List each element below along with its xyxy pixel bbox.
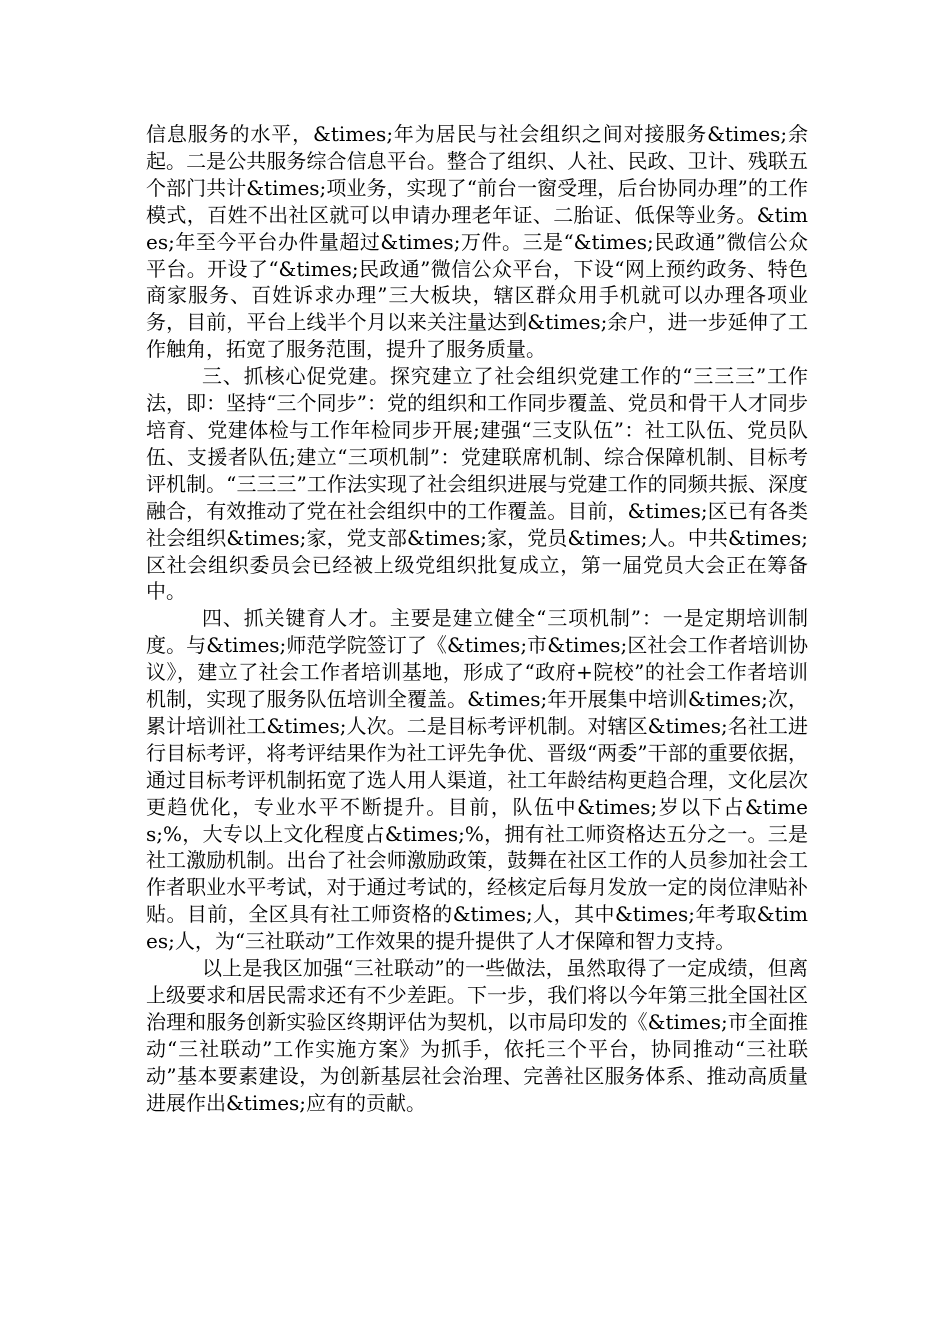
paragraph-talent-cultivation: 四、抓关键育人才。主要是建立健全“三项机制”：一是定期培训制度。与&times;师范学院签订了《&times;市&times;区社会工作者培训协议》，建立了社会工作者培训基地，形成了“政府+院校”的社会工作者培训机制，实现了服务队伍培训全覆盖。&times;年开展集中培训&times;次，累计培训社工&times;人次。二是目标考评机制。对辖区&times;名社工进行目标考评，将考评结果作为社工评先争优、晋级“两委”干部的重要依据，通过目标考评机制拓宽了选人用人渠道，社工年龄结构更趋合理，文化层次更趋优化，专业水平不断提升。目前，队伍中&times;岁以下占&times;%，大专以上文化程度占&times;%，拥有社工师资格达五分之一。三是社工激励机制。出台了社会师激励政策，鼓舞在社区工作的人员参加社会工作者职业水平考试，对于通过考试的，经核定后每月发放一定的岗位津贴补贴。目前，全区具有社工师资格的&times;人，其中&times;年考取&times;人，为“三社联动”工作效果的提升提供了人才保障和智力支持。 bbox=[146, 606, 808, 954]
paragraph-conclusion: 以上是我区加强“三社联动”的一些做法，虽然取得了一定成绩，但离上级要求和居民需求还有不少差距。下一步，我们将以今年第三批全国社区治理和服务创新实验区终期评估为契机，以市局印发的《&times;市全面推动“三社联动”工作实施方案》为抓手，依托三个平台，协同推动“三社联动”基本要素建设，为创新基层社会治理、完善社区服务体系、推动高质量进展作出&times;应有的贡献。 bbox=[146, 956, 808, 1115]
paragraph-party-building: 三、抓核心促党建。探究建立了社会组织党建工作的“三三三”工作法，即：坚持“三个同步”：党的组织和工作同步覆盖、党员和骨干人才同步培育、党建体检与工作年检同步开展;建强“三支队伍”：社工队伍、党员队伍、支援者队伍;建立“三项机制”：党建联席机制、综合保障机制、目标考评机制。“三三三”工作法实现了社会组织进展与党建工作的同频共振、深度融合，有效推动了党在社会组织中的工作覆盖。目前，&times;区已有各类社会组织&times;家，党支部&times;家，党员&times;人。中共&times;区社会组织委员会已经被上级党组织批复成立，第一届党员大会正在筹备中。 bbox=[146, 364, 808, 604]
paragraph-service-platforms: 信息服务的水平，&times;年为居民与社会组织之间对接服务&times;余起。二是公共服务综合信息平台。整合了组织、人社、民政、卫计、残联五个部门共计&times;项业务，实现了“前台一窗受理，后台协同办理”的工作模式，百姓不出社区就可以申请办理老年证、二胎证、低保等业务。&times;年至今平台办件量超过&times;万件。三是“&times;民政通”微信公众平台。开设了“&times;民政通”微信公众平台，下设“网上预约政务、特色商家服务、百姓诉求办理”三大板块，辖区群众用手机就可以办理各项业务，目前，平台上线半个月以来关注量达到&times;余户，进一步延伸了工作触角，拓宽了服务范围，提升了服务质量。 bbox=[146, 122, 808, 362]
document-body bbox=[146, 121, 808, 1117]
